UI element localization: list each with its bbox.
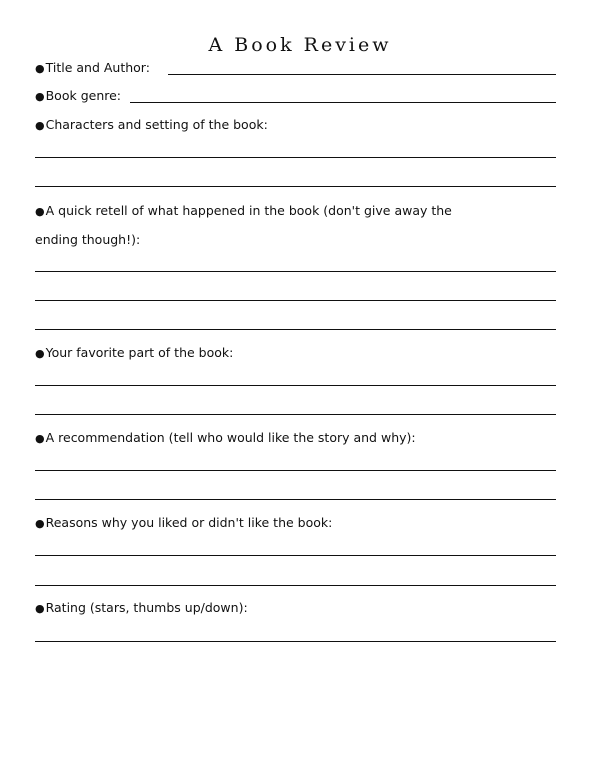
prompt-characters: [35, 117, 268, 134]
bullet-icon: ●: [35, 205, 45, 218]
bullet-icon: ●: [35, 602, 45, 615]
prompt-characters-label: Characters and setting of the book:: [45, 117, 268, 132]
favorite-answer-line-2[interactable]: [35, 414, 556, 415]
retell-answer-line-1[interactable]: [35, 271, 556, 272]
prompt-retell-label-1: A quick retell of what happened in the book (don't give away the: [45, 203, 452, 218]
prompt-recommendation: [35, 430, 416, 447]
prompt-title-author-label: Title and Author:: [45, 60, 150, 75]
prompt-favorite-label: Your favorite part of the book:: [45, 345, 234, 360]
recommendation-answer-line-1[interactable]: [35, 470, 556, 471]
retell-answer-line-3[interactable]: [35, 329, 556, 330]
characters-answer-line-2[interactable]: [35, 186, 556, 187]
retell-answer-line-2[interactable]: [35, 300, 556, 301]
prompt-reasons-label: Reasons why you liked or didn't like the book:: [45, 515, 333, 530]
prompt-rating: [35, 600, 248, 617]
prompt-retell: [35, 203, 452, 220]
bullet-icon: ●: [35, 432, 45, 445]
prompt-rating-label: Rating (stars, thumbs up/down):: [45, 600, 248, 615]
reasons-answer-line-2[interactable]: [35, 585, 556, 586]
bullet-icon: ●: [35, 62, 45, 75]
bullet-icon: ●: [35, 119, 45, 132]
genre-answer-line[interactable]: [130, 102, 556, 103]
bullet-icon: ●: [35, 517, 45, 530]
bullet-icon: ●: [35, 90, 45, 103]
bullet-icon: ●: [35, 347, 45, 360]
title-author-answer-line[interactable]: [168, 74, 556, 75]
characters-answer-line-1[interactable]: [35, 157, 556, 158]
rating-answer-line[interactable]: [35, 641, 556, 642]
prompt-genre: [35, 88, 121, 105]
prompt-retell-continued: [35, 232, 140, 248]
reasons-answer-line-1[interactable]: [35, 555, 556, 556]
recommendation-answer-line-2[interactable]: [35, 499, 556, 500]
prompt-title-author: [35, 60, 150, 77]
prompt-retell-label-2: ending though!):: [35, 232, 141, 247]
prompt-reasons: [35, 515, 332, 532]
prompt-genre-label: Book genre:: [45, 88, 122, 103]
page-title: A Book Review: [208, 34, 392, 56]
favorite-answer-line-1[interactable]: [35, 385, 556, 386]
prompt-recommendation-label: A recommendation (tell who would like the story and why):: [45, 430, 416, 445]
prompt-favorite: [35, 345, 233, 362]
